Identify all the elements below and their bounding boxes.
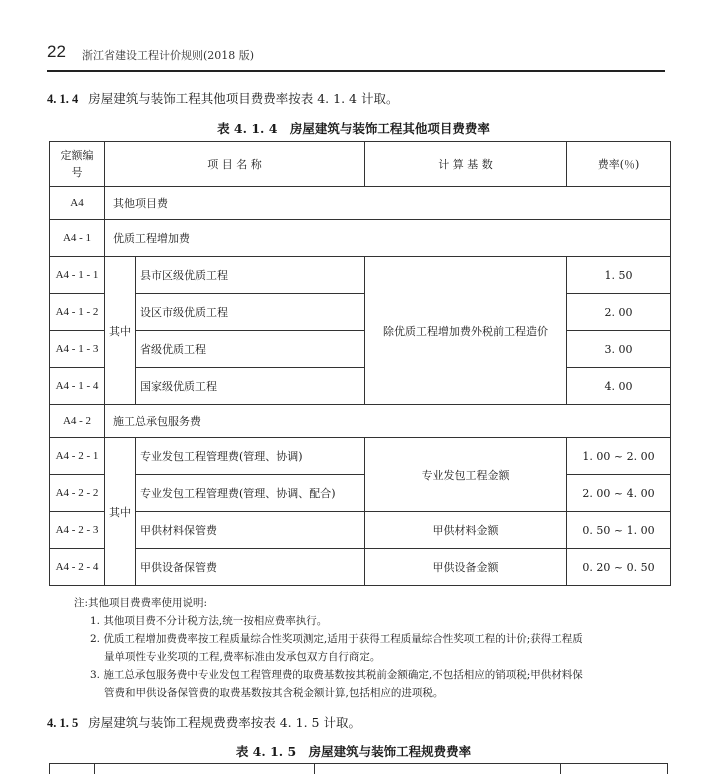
table-row bbox=[50, 512, 671, 549]
table-caption: 表 4. 1. 5 房屋建筑与装饰工程规费费率 bbox=[235, 744, 472, 759]
code-cell: A4 bbox=[50, 187, 105, 220]
note-3: 3. 施工总承包服务费中专业发包工程管理费的取费基数按其税前金额确定,不包括相应的销项税;甲供材料保 bbox=[90, 669, 583, 681]
table-notes bbox=[74, 594, 583, 702]
basis-cell: 甲供设备金额 bbox=[365, 549, 567, 586]
name-cell: 甲供设备保管费 bbox=[136, 549, 365, 586]
basis-cell: 甲供材料金额 bbox=[365, 512, 567, 549]
note-3-cont: 管费和甲供设备保管费的取费基数按其含税金额计算,包括相应的进项税。 bbox=[104, 687, 444, 699]
table-row bbox=[50, 405, 671, 438]
section-number: 4. 1. 5 bbox=[47, 716, 79, 730]
table-row bbox=[50, 331, 671, 368]
rate-cell: 4. 00 bbox=[567, 368, 671, 405]
table-row bbox=[50, 187, 671, 220]
sub-label-cell: 其中 bbox=[105, 257, 136, 405]
header-name: 项 目 名 称 bbox=[105, 142, 365, 187]
header-rule bbox=[47, 70, 665, 72]
name-cell: 专业发包工程管理费(管理、协调) bbox=[136, 438, 365, 475]
note-1: 1. 其他项目费不分计税方法,统一按相应费率执行。 bbox=[90, 615, 328, 627]
section-text: 房屋建筑与装饰工程其他项目费费率按表 4. 1. 4 计取。 bbox=[88, 91, 399, 106]
basis-cell: 专业发包工程金额 bbox=[365, 438, 567, 512]
table-row bbox=[50, 438, 671, 475]
sub-label-cell: 其中 bbox=[105, 438, 136, 586]
name-cell: 其他项目费 bbox=[105, 187, 671, 220]
code-cell: A4 - 1 - 3 bbox=[50, 331, 105, 368]
code-cell: A4 - 1 - 1 bbox=[50, 257, 105, 294]
name-cell: 省级优质工程 bbox=[136, 331, 365, 368]
note-2: 2. 优质工程增加费费率按工程质量综合性奖项测定,适用于获得工程质量综合性奖项工程的计价;获得工程质 bbox=[90, 633, 583, 645]
header-rate: 费率(％) bbox=[567, 142, 671, 187]
table-header-row bbox=[50, 142, 671, 187]
table-divider bbox=[94, 764, 95, 774]
rate-cell: 2. 00 ~ 4. 00 bbox=[567, 475, 671, 512]
header-code: 定额编号 bbox=[50, 142, 105, 187]
rate-cell: 2. 00 bbox=[567, 294, 671, 331]
name-cell: 设区市级优质工程 bbox=[136, 294, 365, 331]
rate-cell: 0. 20 ~ 0. 50 bbox=[567, 549, 671, 586]
code-cell: A4 - 2 - 3 bbox=[50, 512, 105, 549]
table-row bbox=[50, 368, 671, 405]
note-2-cont: 量单项性专业奖项的工程,费率标准由发承包双方自行商定。 bbox=[104, 651, 381, 663]
notes-title: 注:其他项目费费率使用说明: bbox=[74, 597, 208, 609]
page-number: 22 bbox=[47, 42, 66, 61]
rate-cell: 0. 50 ~ 1. 00 bbox=[567, 512, 671, 549]
rate-cell: 3. 00 bbox=[567, 331, 671, 368]
name-cell: 国家级优质工程 bbox=[136, 368, 365, 405]
table-row bbox=[50, 294, 671, 331]
table-caption: 表 4. 1. 4 房屋建筑与装饰工程其他项目费费率 bbox=[217, 121, 490, 136]
section-4-1-4 bbox=[47, 89, 398, 107]
section-text: 房屋建筑与装饰工程规费费率按表 4. 1. 5 计取。 bbox=[88, 715, 361, 730]
table-row bbox=[50, 257, 671, 294]
name-cell: 优质工程增加费 bbox=[105, 220, 671, 257]
table-divider bbox=[314, 764, 315, 774]
code-cell: A4 - 1 - 4 bbox=[50, 368, 105, 405]
basis-cell: 除优质工程增加费外税前工程造价 bbox=[365, 257, 567, 405]
header-basis: 计 算 基 数 bbox=[365, 142, 567, 187]
table-row bbox=[50, 475, 671, 512]
name-cell: 专业发包工程管理费(管理、协调、配合) bbox=[136, 475, 365, 512]
rate-cell: 1. 00 ~ 2. 00 bbox=[567, 438, 671, 475]
table-row bbox=[50, 549, 671, 586]
code-cell: A4 - 2 bbox=[50, 405, 105, 438]
fee-rate-table bbox=[49, 141, 671, 586]
section-number: 4. 1. 4 bbox=[47, 92, 79, 106]
table-divider bbox=[560, 764, 561, 774]
book-title: 浙江省建设工程计价规则(2018 版) bbox=[82, 49, 255, 62]
name-cell: 施工总承包服务费 bbox=[105, 405, 671, 438]
code-cell: A4 - 1 - 2 bbox=[50, 294, 105, 331]
next-table-top-edge bbox=[49, 763, 668, 774]
name-cell: 甲供材料保管费 bbox=[136, 512, 365, 549]
code-cell: A4 - 2 - 4 bbox=[50, 549, 105, 586]
section-4-1-5 bbox=[47, 713, 361, 731]
code-cell: A4 - 1 bbox=[50, 220, 105, 257]
running-header bbox=[47, 42, 667, 74]
code-cell: A4 - 2 - 2 bbox=[50, 475, 105, 512]
rate-cell: 1. 50 bbox=[567, 257, 671, 294]
table-row bbox=[50, 220, 671, 257]
name-cell: 县市区级优质工程 bbox=[136, 257, 365, 294]
code-cell: A4 - 2 - 1 bbox=[50, 438, 105, 475]
